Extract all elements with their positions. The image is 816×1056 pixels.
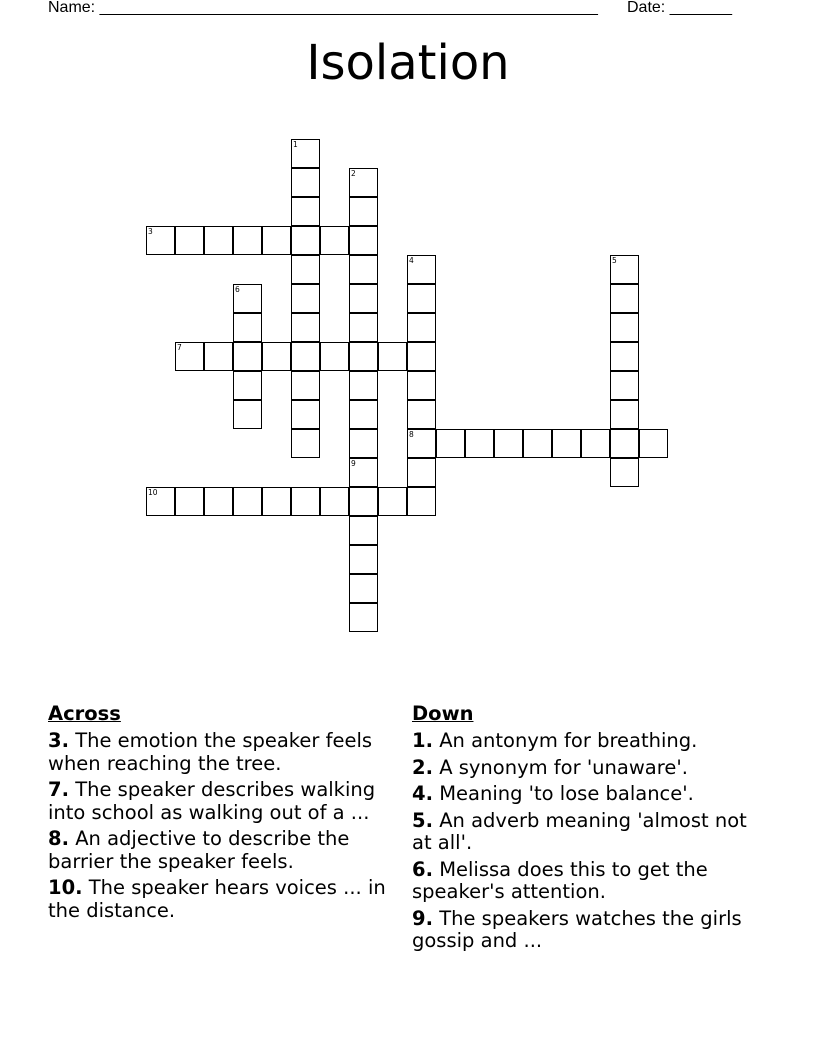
across-clues (48, 703, 406, 926)
across-clue (48, 730, 406, 775)
grid-cell (407, 342, 436, 371)
grid-cell (610, 284, 639, 313)
across-clue (48, 877, 406, 922)
clue-number: 7. (48, 778, 69, 801)
grid-cell (407, 487, 436, 516)
across-clue (48, 828, 406, 873)
clue-number: 10. (48, 876, 83, 899)
grid-cell (465, 429, 494, 458)
clue-text: The speaker describes walking into school as walking out of a ... (48, 778, 376, 824)
grid-cell (610, 458, 639, 487)
grid-cell (175, 487, 204, 516)
grid-cell (291, 313, 320, 342)
down-clue (412, 757, 752, 780)
down-clue (412, 859, 752, 904)
grid-cell (233, 400, 262, 429)
grid-cell (233, 371, 262, 400)
grid-cell (233, 284, 262, 313)
grid-cell (378, 487, 407, 516)
grid-cell (378, 342, 407, 371)
grid-cell (204, 487, 233, 516)
clue-number: 9. (412, 906, 433, 930)
down-clue (412, 783, 752, 806)
clue-number-label: 3 (148, 227, 153, 236)
clue-number: 8. (48, 827, 69, 850)
grid-cell (291, 371, 320, 400)
clue-text: Meaning 'to lose balance'. (439, 782, 694, 805)
clue-text: The speaker hears voices ... in the distance. (48, 876, 386, 922)
grid-cell (610, 313, 639, 342)
grid-cell (320, 226, 349, 255)
clue-number-label: 5 (612, 256, 617, 265)
grid-cell (349, 516, 378, 545)
grid-cell (233, 487, 262, 516)
grid-cell (349, 255, 378, 284)
grid-cell (610, 342, 639, 371)
grid-cell (407, 371, 436, 400)
grid-cell (349, 574, 378, 603)
grid-cell (233, 226, 262, 255)
grid-cell (494, 429, 523, 458)
grid-cell (407, 284, 436, 313)
date-field: Date: _______ (627, 0, 732, 16)
grid-cell (146, 226, 175, 255)
grid-cell (146, 487, 175, 516)
clue-number-label: 4 (409, 256, 414, 265)
grid-cell (349, 487, 378, 516)
clue-number-label: 6 (235, 285, 240, 294)
clue-text: Melissa does this to get the speaker's attention. (412, 857, 708, 903)
grid-cell (291, 226, 320, 255)
grid-cell (291, 139, 320, 168)
clue-text: An adjective to describe the barrier the speaker feels. (48, 827, 350, 873)
grid-cell (349, 371, 378, 400)
down-heading: Down (412, 702, 474, 725)
down-clue (412, 908, 752, 953)
clue-text: The emotion the speaker feels when reaching the tree. (48, 729, 373, 775)
grid-cell (349, 226, 378, 255)
across-heading: Across (48, 702, 121, 725)
grid-cell (320, 487, 349, 516)
grid-cell (349, 168, 378, 197)
grid-cell (233, 313, 262, 342)
grid-cell (349, 342, 378, 371)
down-clue (412, 730, 752, 753)
grid-cell (204, 342, 233, 371)
grid-cell (291, 168, 320, 197)
clue-number: 1. (412, 729, 433, 752)
grid-cell (610, 255, 639, 284)
grid-cell (291, 342, 320, 371)
grid-cell (204, 226, 233, 255)
grid-cell (175, 226, 204, 255)
clue-text: A synonym for 'unaware'. (439, 755, 688, 779)
grid-cell (291, 284, 320, 313)
name-field: Name: ________________________________________________________ (48, 0, 598, 16)
grid-cell (552, 429, 581, 458)
clue-number-label: 10 (148, 488, 158, 497)
grid-cell (407, 255, 436, 284)
grid-cell (349, 458, 378, 487)
grid-cell (407, 429, 436, 458)
grid-cell (349, 197, 378, 226)
across-clue (48, 779, 406, 824)
grid-cell (262, 226, 291, 255)
clue-number: 5. (412, 808, 433, 832)
clue-number: 2. (412, 755, 433, 779)
grid-cell (407, 313, 436, 342)
grid-cell (349, 429, 378, 458)
clue-number-label: 9 (351, 459, 356, 468)
grid-cell (349, 603, 378, 632)
grid-cell (349, 313, 378, 342)
grid-cell (581, 429, 610, 458)
grid-cell (436, 429, 465, 458)
grid-cell (610, 371, 639, 400)
clue-number-label: 2 (351, 169, 356, 178)
grid-cell (610, 400, 639, 429)
clue-number: 3. (48, 729, 69, 752)
grid-cell (291, 400, 320, 429)
clue-number: 4. (412, 782, 433, 805)
grid-cell (175, 342, 204, 371)
page-title: Isolation (306, 35, 510, 91)
grid-cell (320, 342, 349, 371)
grid-cell (610, 429, 639, 458)
grid-cell (639, 429, 668, 458)
grid-cell (291, 255, 320, 284)
clue-number-label: 1 (293, 140, 298, 149)
grid-cell (233, 342, 262, 371)
grid-cell (291, 429, 320, 458)
grid-cell (349, 284, 378, 313)
grid-cell (349, 400, 378, 429)
clue-number-label: 7 (177, 343, 182, 352)
clue-number: 6. (412, 857, 433, 881)
down-clue (412, 810, 752, 855)
grid-cell (291, 197, 320, 226)
grid-cell (407, 458, 436, 487)
clue-number-label: 8 (409, 430, 414, 439)
clue-text: An antonym for breathing. (439, 729, 698, 752)
grid-cell (523, 429, 552, 458)
grid-cell (349, 545, 378, 574)
clue-text: An adverb meaning 'almost not at all'. (412, 808, 747, 854)
down-clues (412, 703, 752, 957)
grid-cell (262, 342, 291, 371)
grid-cell (407, 400, 436, 429)
grid-cell (262, 487, 291, 516)
clue-text: The speakers watches the girls gossip and ... (412, 906, 742, 952)
grid-cell (291, 487, 320, 516)
